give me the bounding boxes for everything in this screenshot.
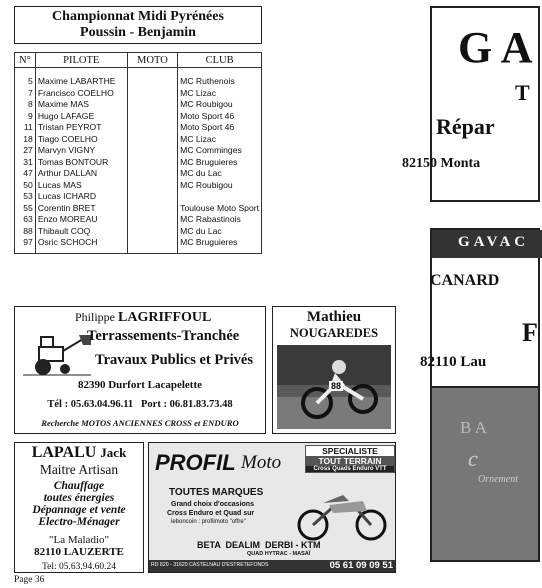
table-row	[15, 145, 262, 157]
profil-marques: TOUTES MARQUES	[169, 487, 264, 498]
row-number: 53	[15, 191, 36, 203]
ad-right-bottom	[430, 386, 540, 562]
table-row	[15, 134, 262, 146]
lagriffoul-address: 82390 Durfort Lacapelette	[77, 379, 203, 391]
row-club: MC Lizac	[178, 134, 262, 146]
profil-spec1: SPECIALISTE	[322, 446, 378, 456]
row-moto	[127, 214, 178, 226]
lapalu-title: Maitre Artisan	[39, 462, 119, 477]
row-number: 31	[15, 157, 36, 169]
row-moto	[127, 99, 178, 111]
row-pilot: Tristan PEYROT	[35, 122, 127, 134]
row-club: Moto Sport 46	[178, 111, 262, 123]
results-header-row	[15, 53, 262, 68]
row-club: MC Lizac	[178, 88, 262, 100]
right-middle-line1: CANARD	[430, 272, 500, 289]
row-number: 11	[15, 122, 36, 134]
row-moto	[127, 145, 178, 157]
table-row	[15, 157, 262, 169]
page-number: Page 36	[14, 575, 45, 585]
lapalu-place: "La Maladio"	[49, 534, 109, 546]
lapalu-line3: Dépannage et vente	[32, 504, 126, 516]
table-row	[15, 122, 262, 134]
row-number: 55	[15, 203, 36, 215]
championship-title	[14, 6, 262, 44]
row-number: 63	[15, 214, 36, 226]
lapalu-last-name: LAPALU	[31, 444, 97, 461]
row-moto	[127, 191, 178, 203]
row-number: 7	[15, 88, 36, 100]
results-table	[14, 52, 262, 254]
mathieu-first: Mathieu	[306, 309, 362, 325]
ad-lapalu	[14, 442, 144, 573]
table-row	[15, 99, 262, 111]
row-club: MC Bruguieres	[178, 157, 262, 169]
row-number: 8	[15, 99, 36, 111]
results-body	[15, 68, 262, 254]
row-club: MC Rabastinois	[178, 214, 262, 226]
profil-spec3: Cross Quads Enduro VTT	[306, 466, 394, 472]
right-bottom-text3: Ornement	[478, 474, 518, 485]
table-row	[15, 88, 262, 100]
row-club: MC du Lac	[178, 168, 262, 180]
mathieu-last: NOUGAREDES	[289, 326, 379, 340]
row-moto	[127, 111, 178, 123]
lagriffoul-name	[75, 310, 265, 326]
right-top-sub: T	[515, 80, 530, 105]
profil-logo-word: PROFIL	[155, 450, 236, 475]
lapalu-line2: toutes énergies	[43, 492, 115, 504]
profil-brands2: QUAD HYTRAC - MASAÏ	[247, 551, 311, 557]
row-number: 5	[15, 68, 36, 88]
table-row	[15, 68, 262, 88]
row-club: MC Comminges	[178, 145, 262, 157]
row-pilot: Tomas BONTOUR	[35, 157, 127, 169]
ad-lagriffoul	[14, 306, 266, 434]
row-club: MC Bruguieres	[178, 237, 262, 253]
championship-title-line2: Poussin - Benjamin	[80, 25, 196, 40]
row-club	[178, 191, 262, 203]
lagriffoul-line3: Travaux Publics et Privés	[95, 352, 254, 368]
profil-spec2: TOUT TERRAIN	[306, 456, 394, 466]
profil-specialist	[305, 445, 395, 473]
lapalu-line4: Electro-Ménager	[38, 516, 120, 528]
table-row	[15, 203, 262, 215]
row-pilot: Tiago COELHO	[35, 134, 127, 146]
table-row	[15, 214, 262, 226]
row-pilot: Corentin BRET	[35, 203, 127, 215]
row-pilot: Osric SCHOCH	[35, 237, 127, 253]
right-bottom-text1: B A	[460, 418, 487, 437]
table-row	[15, 111, 262, 123]
profil-l2: Cross Enduro et Quad sur	[167, 510, 255, 517]
row-club: MC du Lac	[178, 226, 262, 238]
profil-phone: 05 61 09 09 51	[329, 560, 393, 571]
lagriffoul-phones: Tél : 05.63.04.96.11 Port : 06.81.83.73.48	[47, 399, 233, 410]
table-row	[15, 226, 262, 238]
row-pilot: Lucas MAS	[35, 180, 127, 192]
mathieu-photo	[277, 345, 391, 429]
row-pilot: Arthur DALLAN	[35, 168, 127, 180]
profil-logo-moto: Moto	[241, 452, 282, 473]
ad-right-middle	[420, 228, 540, 388]
row-moto	[127, 157, 178, 169]
header-moto: MOTO	[127, 53, 178, 68]
profil-logo	[149, 447, 299, 481]
profil-footer	[149, 560, 395, 572]
row-moto	[127, 203, 178, 215]
profil-l3: leboncoin : profilmoto "offre"	[171, 519, 246, 525]
profil-brands: BETA DEALIM DERBI - KTM	[197, 540, 321, 550]
ad-profil-moto	[148, 442, 396, 573]
row-number: 9	[15, 111, 36, 123]
row-number: 50	[15, 180, 36, 192]
row-club: MC Roubigou	[178, 180, 262, 192]
row-number: 88	[15, 226, 36, 238]
row-pilot: Francisco COELHO	[35, 88, 127, 100]
row-pilot: Lucas ICHARD	[35, 191, 127, 203]
row-moto	[127, 168, 178, 180]
row-moto	[127, 180, 178, 192]
profil-l1: Grand choix d'occasions	[171, 501, 254, 508]
row-pilot: Maxime LABARTHE	[35, 68, 127, 88]
lapalu-phone: Tel: 05.63.94.60.24	[41, 562, 116, 572]
row-club: Toulouse Moto Sport	[178, 203, 262, 215]
right-middle-band	[432, 230, 542, 258]
right-top-city: 82150 Monta	[402, 156, 481, 171]
table-row	[15, 168, 262, 180]
lagriffoul-footer: Recherche MOTOS ANCIENNES CROSS et ENDURO	[41, 418, 239, 428]
row-number: 27	[15, 145, 36, 157]
championship-title-line1: Championnat Midi Pyrénées	[52, 9, 224, 24]
ad-mathieu	[272, 306, 396, 434]
mathieu-bib: 88	[331, 381, 342, 391]
lagriffoul-last-name: LAGRIFFOUL	[118, 310, 212, 325]
row-club: MC Ruthenois	[178, 68, 262, 88]
ad-right-top	[402, 6, 540, 202]
right-middle-city: 82110 Lau	[420, 354, 487, 370]
dirt-bike-icon	[293, 481, 389, 541]
row-pilot: Maxime MAS	[35, 99, 127, 111]
row-pilot: Enzo MOREAU	[35, 214, 127, 226]
row-moto	[127, 88, 178, 100]
lagriffoul-line2: Terrassements-Tranchée	[87, 328, 240, 344]
lapalu-first-name: Jack	[100, 445, 127, 460]
right-top-mid: Répar	[436, 114, 495, 139]
row-club: Moto Sport 46	[178, 122, 262, 134]
row-moto	[127, 134, 178, 146]
row-moto	[127, 226, 178, 238]
tractor-icon	[21, 327, 93, 377]
lapalu-line1: Chauffage	[53, 480, 105, 492]
row-club: MC Roubigou	[178, 99, 262, 111]
row-pilot: Hugo LAFAGE	[35, 111, 127, 123]
row-moto	[127, 68, 178, 88]
profil-address: RD 820 - 31620 CASTELNAU D'ESTRETEFONDS	[151, 562, 269, 568]
lapalu-name	[15, 444, 143, 462]
row-number: 18	[15, 134, 36, 146]
row-number: 97	[15, 237, 36, 253]
header-pilot: PILOTE	[35, 53, 127, 68]
table-row	[15, 237, 262, 253]
row-moto	[127, 237, 178, 253]
lapalu-city: 82110 LAUZERTE	[34, 546, 124, 558]
row-number: 47	[15, 168, 36, 180]
header-number: N°	[15, 53, 36, 68]
right-top-big: G A	[458, 23, 533, 72]
lagriffoul-first-name: Philippe	[75, 310, 116, 324]
header-club: CLUB	[178, 53, 262, 68]
table-row	[15, 180, 262, 192]
row-pilot: Marvyn VIGNY	[35, 145, 127, 157]
table-row	[15, 191, 262, 203]
row-pilot: Thibault COQ	[35, 226, 127, 238]
right-middle-band-text: GAVAC	[458, 234, 530, 250]
right-bottom-text2: c	[468, 446, 478, 471]
right-middle-letter: F	[522, 318, 538, 347]
row-moto	[127, 122, 178, 134]
